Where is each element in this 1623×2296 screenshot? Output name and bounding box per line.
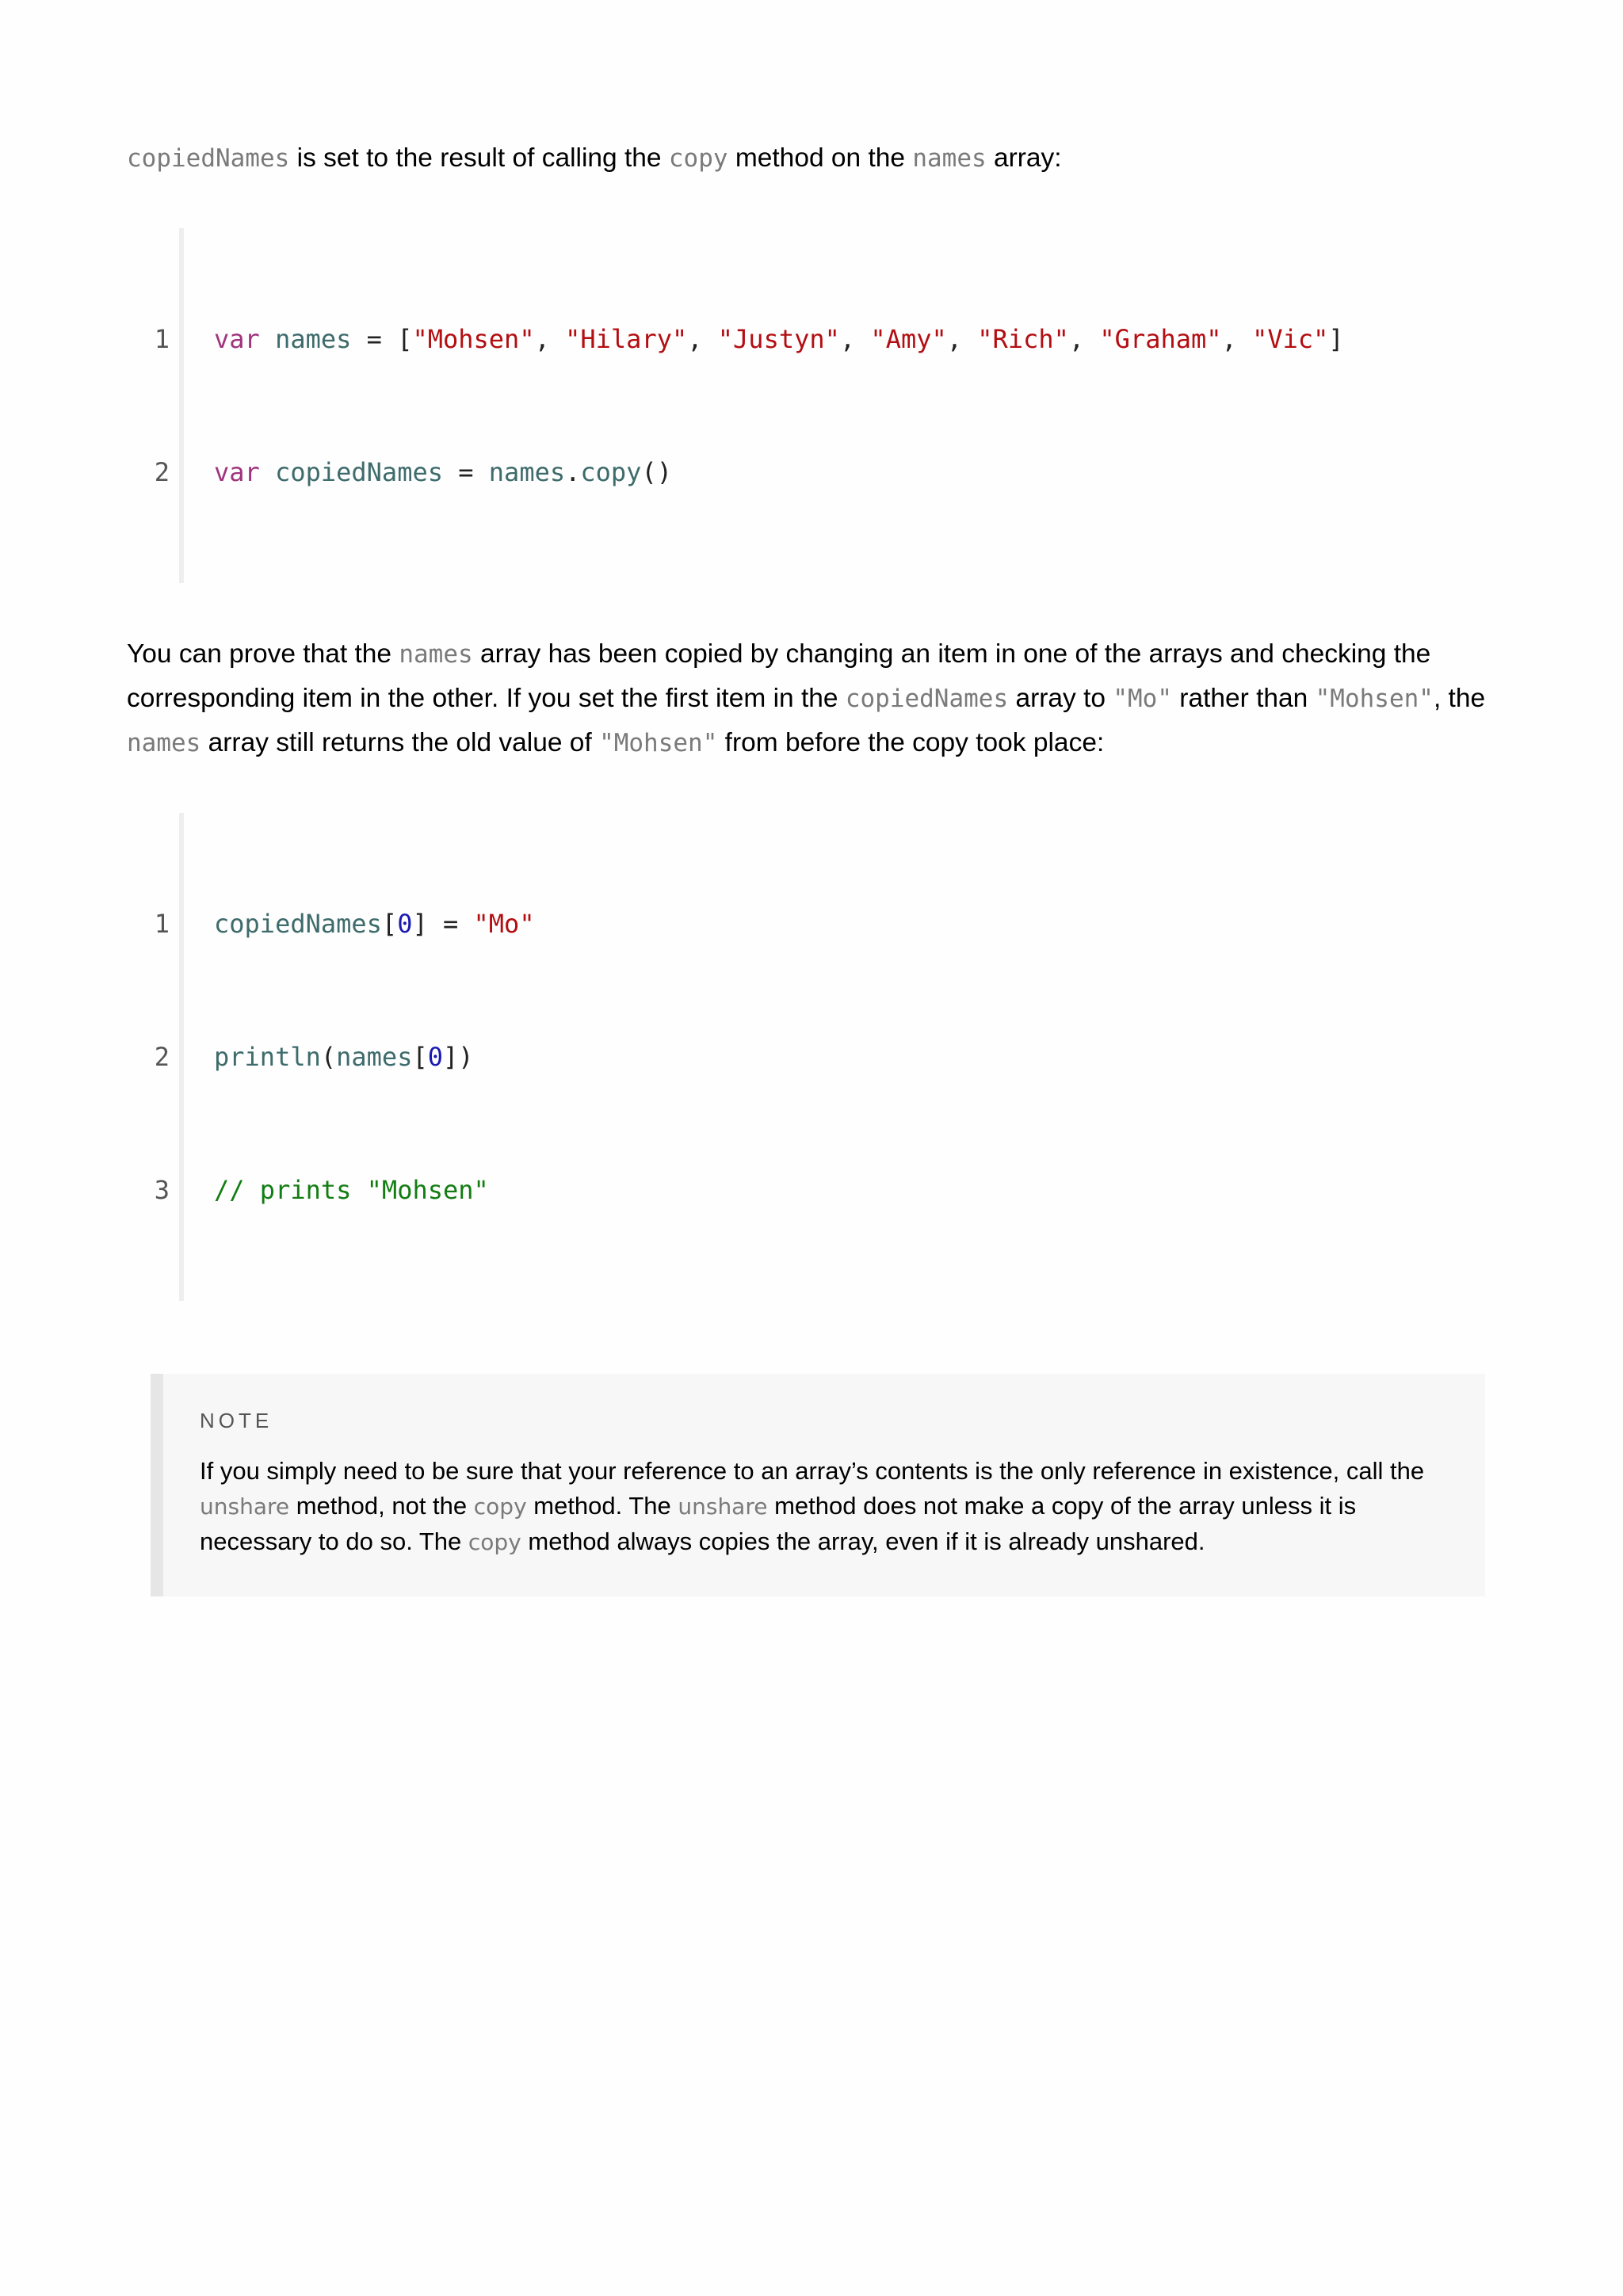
inline-code: names [912,144,987,173]
line-number-gutter [127,813,184,1301]
line-number: 2 [154,457,170,487]
code-block-2 [127,813,1506,1301]
line-number: 1 [154,324,170,354]
code-lines [184,813,535,1301]
line-number-gutter [127,228,184,583]
inline-code: names [399,640,473,669]
inline-code: names [127,729,201,757]
inline-code: "Mohsen" [1315,685,1434,713]
code-block-1 [127,228,1506,583]
paragraph-intro: copiedNames is set to the result of calling the copy method on the names array: [127,143,1062,173]
inline-code: copy [473,1493,527,1520]
document-page [127,136,1506,1596]
note-title: NOTE [200,1409,273,1432]
code-line: // prints "Mohsen" [214,1175,489,1205]
code-line: var copiedNames = names.copy() [214,457,672,487]
inline-code: "Mo" [1113,685,1172,713]
note-body: If you simply need to be sure that your reference to an array’s contents is the only reference in existence, call the unshare method, not the copy method. The unshare method does not make a copy of the array unless it is necessary to do so. The copy method always copies the array, even if it is already unshared. [200,1457,1425,1555]
inline-code: "Mohsen" [599,729,718,757]
line-number: 3 [154,1175,170,1205]
code-line: var names = ["Mohsen", "Hilary", "Justyn", "Amy", "Rich", "Graham", "Vic"] [214,324,1344,354]
code-line: println(names[0]) [214,1042,474,1072]
inline-code: unshare [678,1493,768,1520]
inline-code: unshare [200,1493,290,1520]
inline-code: copy [668,144,728,173]
inline-code: copiedNames [845,685,1009,713]
code-lines [184,228,1344,583]
paragraph-copy-proof: You can prove that the names array has been copied by changing an item in one of the arrays and checking the corresponding item in the other. If you set the first item in the copiedNames array to "Mo" rather than "Mohsen", the names array still returns the old value of "Mohsen" from before the copy took place: [127,639,1486,757]
line-number: 2 [154,1042,170,1072]
inline-code: copy [468,1529,521,1555]
note-callout [151,1374,1485,1596]
code-line: copiedNames[0] = "Mo" [214,909,535,939]
line-number: 1 [154,909,170,939]
inline-code: copiedNames [127,144,290,173]
